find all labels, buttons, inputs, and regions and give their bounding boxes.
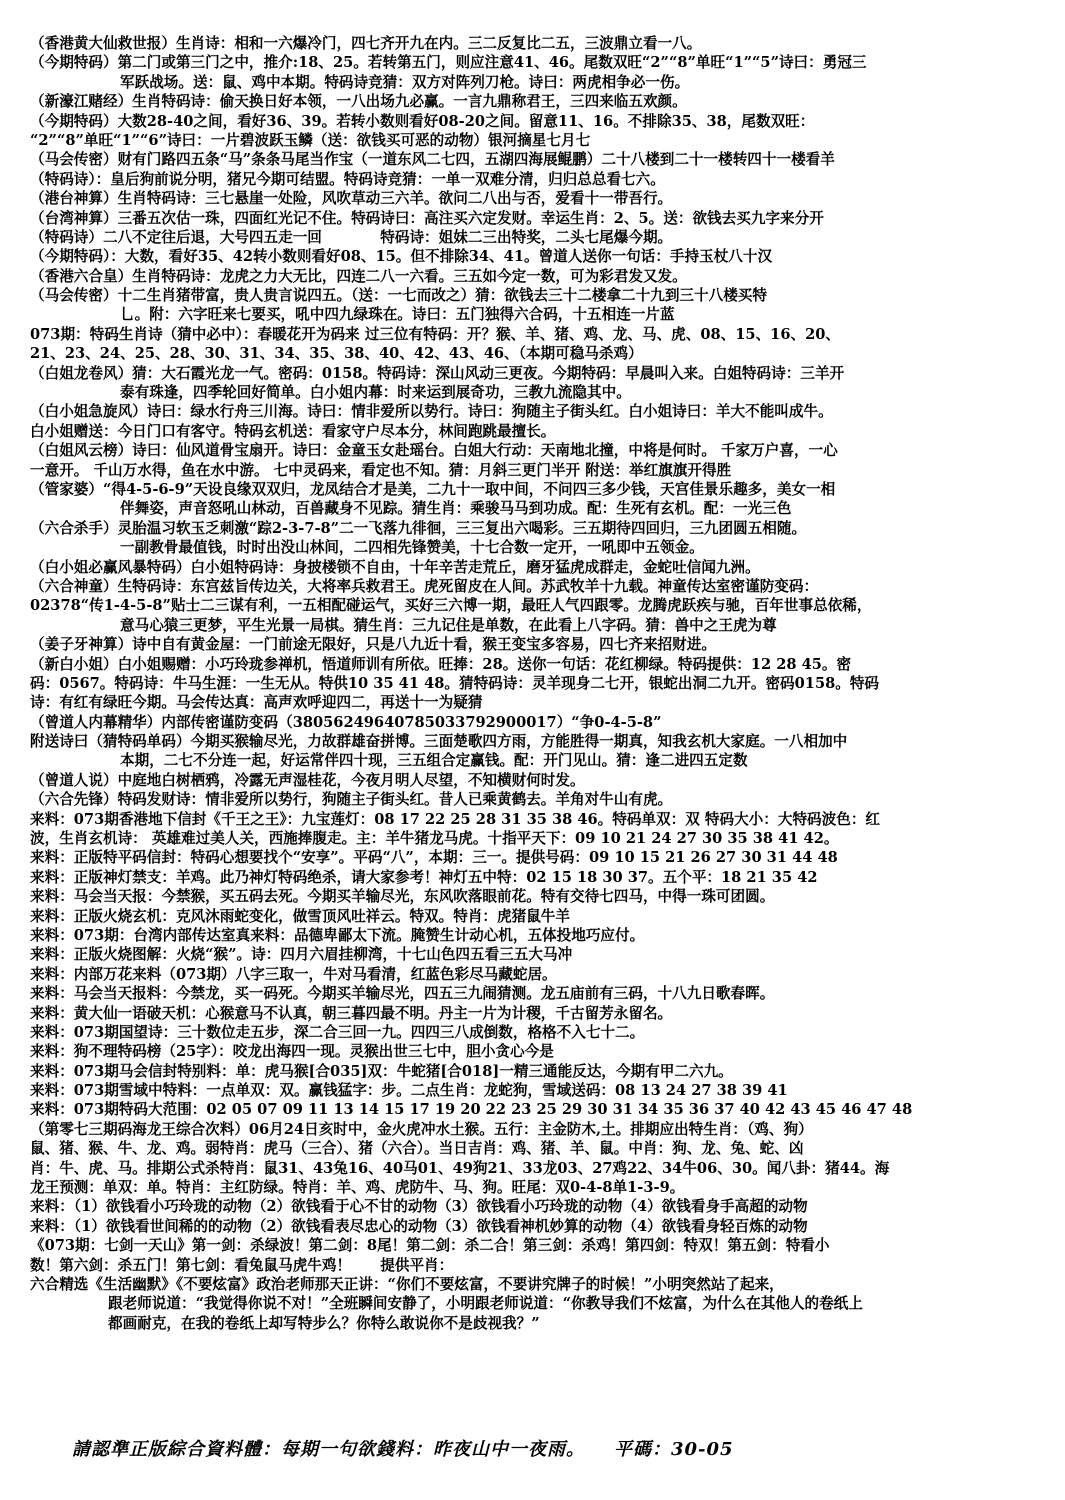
text-line: 来料：073期：台湾内部传达室真来料：品德卑鄙太下流。腌赞生计动心机，五体投地巧应付。 xyxy=(30,926,645,944)
text-line: 诗：有红有绿旺今期。马会传达真：高声欢呼迎四二，再送十一为疑猜 xyxy=(30,694,483,712)
text-line: 意马心猿三更梦，平生光景一局棋。猜生肖：三九记住是单数，在此看上八字码。猜：兽中之王虎为尊 xyxy=(120,616,777,634)
text-line: 来料：073期特码大范围：02 05 07 09 11 13 14 15 17 19 20 22 23 25 29 30 31 34 35 36 37 40 42 43 45 46 47 48 xyxy=(30,1101,913,1119)
text-line: 波，生肖玄机诗： 英雄难过美人关，西施捧腹走。主：羊牛猪龙马虎。十指平天下：09 10 21 24 27 30 35 38 41 42。 xyxy=(30,830,839,848)
text-line: （今期特码）第二门或第三门之中，推介:18、25。若转第五门，则应注意41、46。尾数双旺“2”“8”单旺“1”“5”诗曰：勇冠三 xyxy=(30,54,867,72)
text-line: 来料：正版特平码信封：特码心想要找个“安享”。平码“八”，本期：三一。提供号码：09 10 15 21 26 27 30 31 44 48 xyxy=(30,849,838,867)
text-line: （香港六合皇）生肖特码诗：龙虎之力大无比，四连二八一六看。三五如今定一数，可为彩君发又发。 xyxy=(30,267,687,285)
text-line: 来料：（1）欲钱看小巧玲珑的动物（2）欲钱看于心不甘的动物（3）欲钱看小巧玲珑的动物（4）欲钱看身手高超的动物 xyxy=(30,1198,808,1216)
text-line: （曾道人说）中庭地白树栖鸦，冷露无声湿桂花，今夜月明人尽望，不知横财何时发。 xyxy=(30,771,585,789)
text-line: 来料：内部万花来料（073期）八字三取一，牛对马看清，红蓝色彩尽马藏蛇居。 xyxy=(30,965,557,983)
text-line: （白小姐必赢风暴特码）白小姐特码诗：身披楼锁不自由，十年辛苦走荒丘，磨牙猛虎成群走，金蛇吐信闻九洲。 xyxy=(30,558,760,576)
text-line: 码：0567。特码诗：牛马生涯：一生无从。特供10 35 41 48。猜特码诗：灵羊现身二七开，银蛇出洞二九开。密码0158。特码 xyxy=(30,674,880,692)
text-line: （六合神童）生特码诗：东宫兹旨传边关，大将率兵救君王。虎死留皮在人间。苏武牧羊十九载。神童传达室密谨防变码： xyxy=(30,577,819,595)
text-line: 白小姐赠送：今日门口有客守。特码玄机送：看家守户尽本分，林间跑跳最擅长。 xyxy=(30,422,556,440)
text-line: （管家婆）“得4-5-6-9”天设良缘双双归，龙凤结合才是美，二九十一取中间，不问四三多少钱，天宫佳景乐趣多，美女一相 xyxy=(30,480,836,498)
text-line: （六合杀手）灵胎温习软玉乏刺激“踪2-3-7-8”二一飞落九徘徊，三三复出六喝彩。三五期待四回归，三九团圆五相随。 xyxy=(30,519,807,537)
text-line: （白小姐急旋风）诗曰：绿水行舟三川海。诗曰：情非爱所以势行。诗曰：狗随主子街头红。白小姐诗曰：羊大不能叫成牛。 xyxy=(30,403,833,421)
text-line: 来料：黄大仙一语破天机：心猴意马不认真，朝三暮四最不明。丹主一片为计稷，千古留芳永留名。 xyxy=(30,1004,673,1022)
text-line: 073期：特码生肖诗（猜中必中）：春暖花开为码来 过三位有特码：开？猴、羊、猪、鸡、龙、马、虎、08、15、16、20、 xyxy=(30,325,840,343)
text-line: 21、23、24、25、28、30、31、34、35、38、40、42、43、46、（本期可稳马杀鸡） xyxy=(30,345,643,363)
text-line: 来料：073期马会信封特别料：单：虎马猴[合035]双：牛蛇猪[合018]一精三通能反达，今期有甲二六九。 xyxy=(30,1062,733,1080)
text-line: 来料：马会当天报：今禁猴，买五码去死。今期买羊输尽光，东风吹落眼前花。特有交待七四马，中得一珠可团圆。 xyxy=(30,888,775,906)
text-line: （香港黄大仙救世报）生肖诗：相和一六爆冷门，四七齐开九在内。三二反复比二五，三波鼎立看一八。 xyxy=(30,35,702,52)
text-line: （新白小姐）白小姐赐赠：小巧玲珑参禅机，悟道师训有所依。旺捧：28。送你一句话：花红柳绿。特码提供：12 28 45。密 xyxy=(30,655,852,673)
text-line: （马会传密）财有门路四五条“马”条条马尾当作宝（一道东风二七四，五湖四海展鲲鹏）二十八楼到二十一楼转四十一楼看羊 xyxy=(30,151,835,169)
text-line: 一副教骨最值钱，时时出没山林间，二四相先锋赞美，十七合数一定开，一吼即中五领金。 xyxy=(120,539,704,557)
text-line: 数！第六剑：杀五门！第七剑：看兔鼠马虎牛鸡！ 提供平肖： xyxy=(30,1256,454,1274)
text-line: （台湾神算）三番五次估一珠，四面红光记不住。特码诗曰：高注买六定发财。幸运生肖：2、5。送：欲钱去买九字来分开 xyxy=(30,209,824,227)
text-line: 鼠、猪、猴、牛、龙、鸡。弱特肖：虎马（三合）、猪（六合）。当日吉肖：鸡、猪、羊、鼠。中肖：狗、龙、兔、蛇、凶 xyxy=(30,1140,804,1158)
footer-line: 請認準正版綜合資料體：每期一句欲錢料：昨夜山中一夜雨。 平碼：30-05 xyxy=(72,1439,734,1460)
text-line: 跟老师说道：“我觉得你说不对！”全班瞬间安静了，小明跟老师说道：“你教导我们不炫富，为什么在其他人的卷纸上 xyxy=(108,1295,863,1313)
text-line: “2”“8”单旺“1”“6”诗曰：一片碧波跃玉鳞（送：欲钱买可恶的动物）银河摘星七月七 xyxy=(30,131,591,149)
text-line: （马会传密）十二生肖猪带富，贵人贵言说四五。（送：一七而改之）猜：欲钱去三十二楼拿二十九到三十八楼买特 xyxy=(30,287,767,305)
text-line: 肖：牛、虎、马。排期公式杀特肖：鼠31、43兔16、40马01、49狗21、33龙03、27鸡22、34牛06、30。闻八卦：猪44。海 xyxy=(30,1159,890,1177)
text-line: （今期特码）：大数，看好35、42转小数则看好08、15。但不排除34、41。曾道人送你一句话：手持玉杖八十汉 xyxy=(30,248,773,266)
document-body xyxy=(30,34,1035,1333)
text-line: 来料：073期香港地下信封《千王之王》：九宝莲灯：08 17 22 25 28 31 35 38 46。特码单双：双 特码大小：大特码波色：红 xyxy=(30,810,881,828)
text-line: 一意开。 千山万水得，鱼在水中游。 七中灵码来，看定也不知。猜：月斜三更门半开 附送：举红旗旗开得胜 xyxy=(30,461,732,479)
text-line: （新濠江赌经）生肖特码诗：偷天换日好本领，一八出场九必赢。一言九鼎称君王，三四来临五欢颜。 xyxy=(30,93,687,111)
text-line: 来料：正版火烧图解：火烧“猴”。诗：四月六眉挂柳湾，十七山色四五看三五大马冲 xyxy=(30,946,573,964)
text-line: （今期特码）大数28-40之间，看好36、39。若转小数则看好08-20之间。留意11、16。不排除35、38，尾数双旺： xyxy=(30,112,815,130)
text-line: （白姐风云榜）诗曰：仙风道骨宝扇开。诗曰：金童玉女赴瑶台。白姐大行动：天南地北撞，中将是何时。 千家万户喜，一心 xyxy=(30,442,838,460)
text-line: （白姐龙卷风）猜：大石霞光龙一气。密码：0158。特码诗：深山风动三更夜。今期特码：早晨叫入来。白姐特码诗：三羊开 xyxy=(30,364,845,382)
text-line: 附送诗曰（猜特码单码）今期买猴输尽光，力故群雄奋拼博。三面楚歌四方雨，方能胜得一期真，知我玄机大家庭。一八相加中 xyxy=(30,733,848,751)
text-line: （曾道人内幕精华）内部传密谨防变码（38056249640785033792900017）“争0-4-5-8” xyxy=(30,713,662,731)
text-line: （港台神算）生肖特码诗：三七悬崖一处险，风吹草动三六羊。欲问二八出与否，爱看十一带吾行。 xyxy=(30,190,673,208)
text-line: （姜子牙神算）诗中自有黄金屋：一门前途无限好，只是八九近十看，猴王变宝多容易，四七齐来招财进。 xyxy=(30,636,716,654)
text-line: 来料：073期国望诗：三十数位走五步，深二合三回一九。四四三八成倒数，格格不入七十二。 xyxy=(30,1023,645,1041)
text-line: 来料：狗不理特码榜（25字）：咬龙出海四一现。灵猴出世三七中，胆小贪心今是 xyxy=(30,1043,554,1061)
text-line: 乚。附：六字旺来七要买，吼中四九绿珠在。诗曰：五门独得六合码，十五相连一片蓝 xyxy=(120,306,675,324)
text-line: 都画耐克，在我的卷纸上却写特步么？你特么敢说你不是歧视我？” xyxy=(108,1314,540,1332)
text-line: 龙王预测：单双：单。特肖：主红防绿。特肖：羊、鸡、虎防牛、马、狗。旺尾：双0-4-8单1-3-9。 xyxy=(30,1179,685,1197)
text-line: 六合精选《生活幽默》《不要炫富》政治老师那天正讲：“你们不要炫富，不要讲究牌子的时候！”小明突然站了起来， xyxy=(30,1276,784,1293)
text-line: （第零七三期码海龙王综合次料）06月24日亥时中，金火虎冲水土猴。五行：主金防木,土。排期应出特生肖：（鸡、狗） xyxy=(30,1120,813,1138)
text-line: 军跃战场。送：鼠、鸡中本期。特码诗竞猜：双方对阵列刀枪。诗曰：两虎相争必一伤。 xyxy=(120,73,690,91)
text-line: 来料：马会当天报料：今禁龙，买一码死。今期买羊输尽光，四五三九闹猜测。龙五庙前有三码，十八九日歌春晖。 xyxy=(30,985,775,1003)
text-line: 泰有珠逢，四季轮回好简单。白小姐内幕：时来运到展奇功，三教九流隐其中。 xyxy=(120,384,631,402)
text-line: 来料：073期雪域中特料：一点单双：双。赢钱猛字：步。二点生肖：龙蛇狗，雪域送码：08 13 24 27 38 39 41 xyxy=(30,1082,788,1100)
text-line: （六合先锋）特码发财诗：情非爱所以势行，狗随主子街头红。昔人已乘黄鹤去。羊角对牛山有虎。 xyxy=(30,791,673,809)
text-line: 来料：（1）欲钱看世间稀的的动物（2）欲钱看表尽忠心的动物（3）欲钱看神机妙算的动物（4）欲钱看身轻百炼的动物 xyxy=(30,1217,808,1235)
text-line: 02378“传1-4-5-8”贴士二三谋有利，一五相配碰运气，买好三六博一期，最旺人气四跟零。龙腾虎跃疾与驰，百年世事总依稀， xyxy=(30,597,872,615)
text-line: 伴舞姿，声音怒吼山林动，百兽藏身不见踪。猜生肖：乘骏马马到功成。配：生死有玄机。配：一光三色 xyxy=(120,500,792,518)
text-line: 来料：正版火烧玄机：克风沐雨蛇变化，做雪顶风吐祥云。特双。特肖：虎猪鼠牛羊 xyxy=(30,907,570,925)
text-line: 来料：正版神灯禁支：羊鸡。此乃神灯特码绝杀，请大家参考！神灯五中特：02 15 18 30 37。五个平：18 21 35 42 xyxy=(30,868,818,886)
text-line: 本期，二七不分连一起，好运常伴四十现，三五组合定赢钱。配：开门见山。猜：逢二进四五定数 xyxy=(120,752,748,770)
text-line: （特码诗）：皇后狗前说分明，猪兄今期可结盟。特码诗竞猜：一单一双难分清，归归总总看七六。 xyxy=(30,170,665,188)
text-line: （特码诗）二八不定往后退，大号四五走一回 特码诗：姐妹二三出特奖，二头七尾爆今期。 xyxy=(30,228,673,246)
text-line: 《073期：七剑一天山》第一剑：杀绿波！第二剑：8尾！第二剑：杀二合！第三剑：杀鸡！第四剑：特双！第五剑：特看小 xyxy=(30,1237,830,1255)
